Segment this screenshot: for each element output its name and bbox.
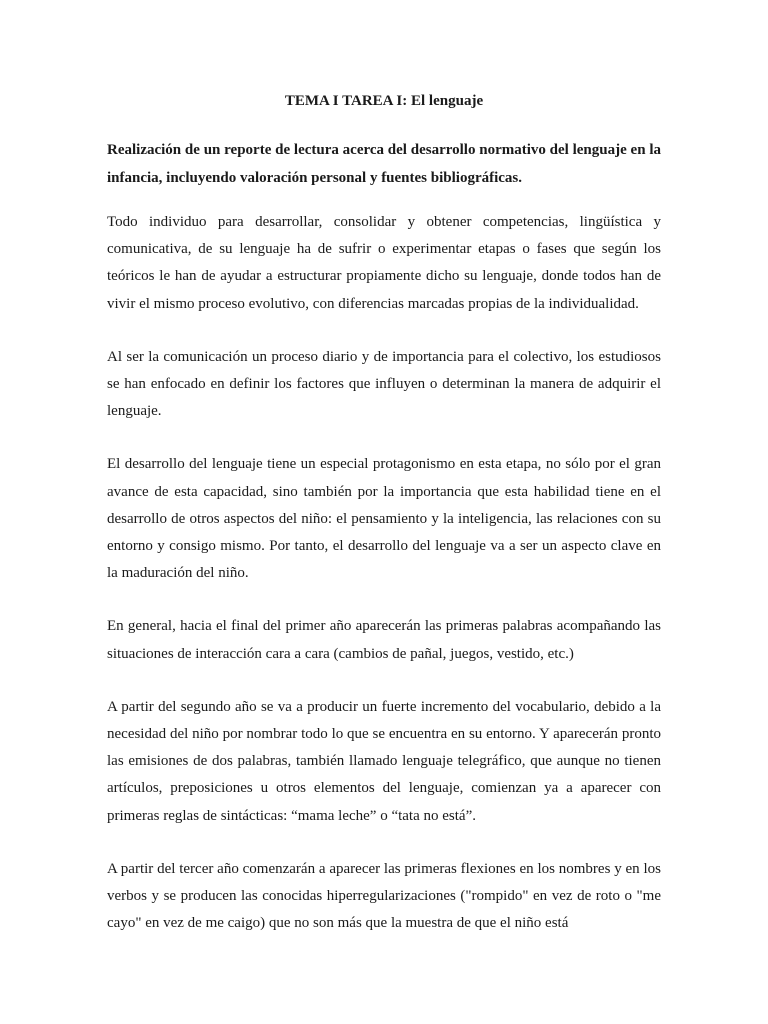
paragraph: A partir del tercer año comenzarán a aparecer las primeras flexiones en los nombres y en los verbos y se producen las conocidas hiperregularizaciones ("rompido" en vez de roto o "me cayo" en vez de me caigo) que no son más que la muestra de que el niño está <box>107 860 661 932</box>
document-title: TEMA I TAREA I: El lenguaje <box>284 93 484 109</box>
paragraph: A partir del segundo año se va a producir un fuerte incremento del vocabulario, debido a la necesidad del niño por nombrar todo lo que se encuentra en su entorno. Y aparecerán pronto las emisiones de dos palabras, también llamado lenguaje telegráfico, que aunque no tienen artículos, preposiciones u otros elementos del lenguaje, comienzan ya a aparecer con primeras reglas de sintácticas: “mama leche” o “tata no está”. <box>107 698 661 824</box>
paragraph: El desarrollo del lenguaje tiene un especial protagonismo en esta etapa, no sólo por el gran avance de esta capacidad, sino también por la importancia que esta habilidad tiene en el desarrollo de otros aspectos del niño: el pensamiento y la inteligencia, las relaciones con su entorno y consigo mismo. Por tanto, el desarrollo del lenguaje va a ser un aspecto clave en la maduración del niño. <box>107 456 661 582</box>
paragraph: Todo individuo para desarrollar, consolidar y obtener competencias, lingüística y comunicativa, de su lenguaje ha de sufrir o experimentar etapas o fases que según los teóricos le han de ayudar a estructurar propiamente dicho su lenguaje, donde todos han de vivir el mismo proceso evolutivo, con diferencias marcadas propias de la individualidad. <box>107 214 661 312</box>
paragraph: Al ser la comunicación un proceso diario y de importancia para el colectivo, los estudiosos se han enfocado en definir los factores que influyen o determinan la manera de adquirir el lenguaje. <box>107 348 661 420</box>
document-subtitle: Realización de un reporte de lectura acerca del desarrollo normativo del lenguaje en la infancia, incluyendo valoración personal y fuentes bibliográficas. <box>107 142 661 186</box>
paragraph: En general, hacia el final del primer año aparecerán las primeras palabras acompañando las situaciones de interacción cara a cara (cambios de pañal, juegos, vestido, etc.) <box>107 618 661 662</box>
document-body <box>107 88 661 963</box>
